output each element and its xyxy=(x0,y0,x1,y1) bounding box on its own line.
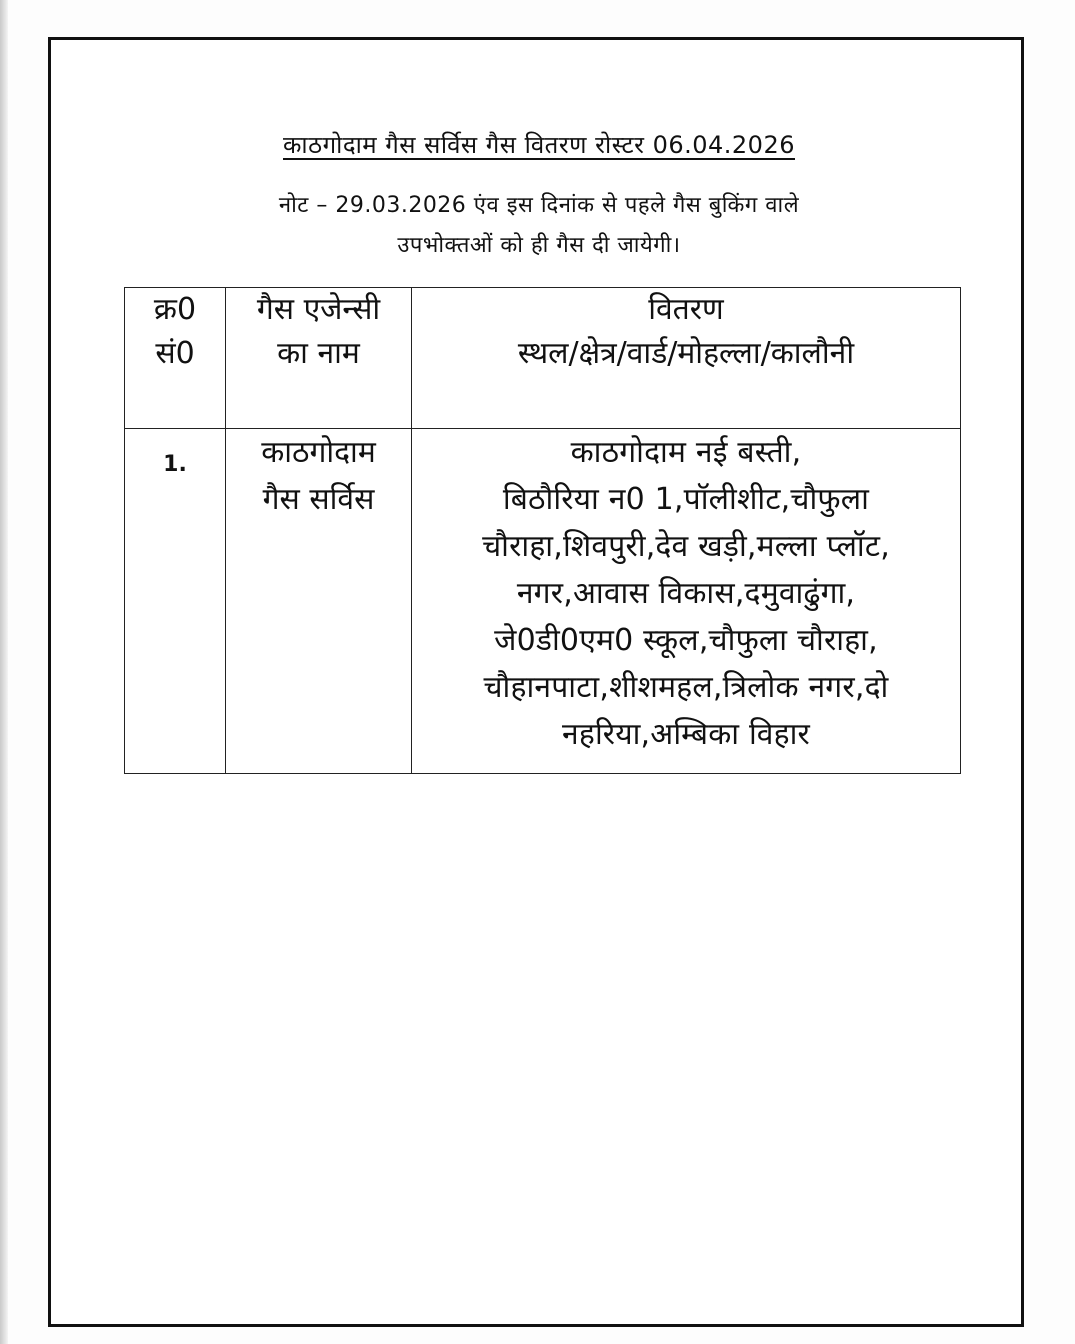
note-line: उपभोक्तओं को ही गैस दी जायेगी। xyxy=(397,233,681,258)
header-area-line: स्थल/क्षेत्र/वार्ड/मोहल्ला/कालौनी xyxy=(517,336,855,371)
table-header-row xyxy=(125,288,961,429)
header-serial xyxy=(125,288,226,429)
row-area-line: चौराहा,शिवपुरी,देव खड़ी,मल्ला प्लॉट, xyxy=(482,529,890,564)
table-row xyxy=(125,429,961,774)
header-area xyxy=(412,288,961,429)
row-agency xyxy=(226,429,412,774)
note-line: नोट – 29.03.2026 एंव इस दिनांक से पहले गैस बुकिंग वाले xyxy=(278,193,800,218)
row-area xyxy=(412,429,961,774)
document-frame xyxy=(48,37,1024,1327)
page-shadow-edge xyxy=(0,0,8,1344)
row-area-line: नहरिया,अम्बिका विहार xyxy=(561,717,811,752)
roster-title xyxy=(51,128,1027,161)
header-serial-line: सं0 xyxy=(155,336,195,371)
row-area-line: काठगोदाम नई बस्ती, xyxy=(570,435,802,470)
row-area-line: नगर,आवास विकास,दमुवाढुंगा, xyxy=(516,576,856,611)
header-area-line: वितरण xyxy=(648,292,724,327)
header-agency-line: का नाम xyxy=(277,336,360,371)
header-agency xyxy=(226,288,412,429)
header-agency-line: गैस एजेन्सी xyxy=(256,292,381,327)
row-area-line: बिठौरिया न0 1,पॉलीशीट,चौफुला xyxy=(502,482,870,517)
row-agency-line: काठगोदाम xyxy=(261,435,376,470)
roster-table xyxy=(124,287,961,774)
row-area-line: जे0डी0एम0 स्कूल,चौफुला चौराहा, xyxy=(494,623,878,658)
row-serial: 1. xyxy=(125,429,226,774)
row-area-line: चौहानपाटा,शीशमहल,त्रिलोक नगर,दो xyxy=(483,670,889,705)
roster-title-text: काठगोदाम गैस सर्विस गैस वितरण रोस्टर 06.04.2026 xyxy=(283,131,795,159)
header-serial-line: क्र0 xyxy=(153,292,197,327)
roster-note xyxy=(51,186,1027,266)
row-agency-line: गैस सर्विस xyxy=(262,482,375,517)
